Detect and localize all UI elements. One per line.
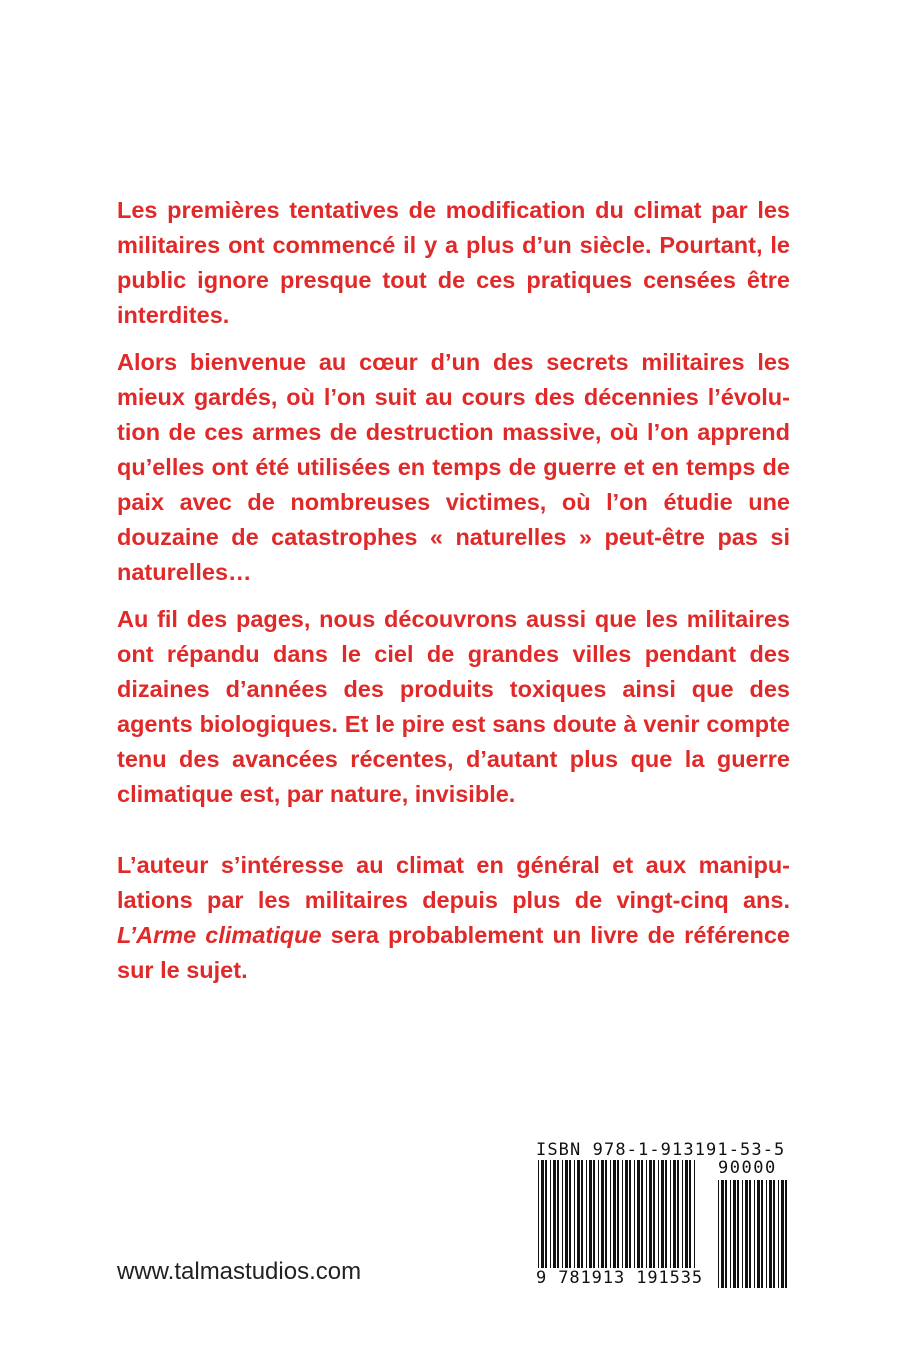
addon-bar-8 (749, 1180, 751, 1288)
barcode-bar-29 (653, 1160, 655, 1280)
barcode-bar-11 (581, 1160, 583, 1280)
barcode-bar-17 (605, 1160, 607, 1280)
barcode-bar-19 (613, 1160, 616, 1280)
barcode-bar-24 (634, 1160, 635, 1280)
about-author (117, 848, 790, 1000)
addon-bar-6 (742, 1180, 743, 1288)
barcode-bar-33 (670, 1160, 671, 1280)
addon-bar-17 (785, 1180, 787, 1288)
isbn-label: ISBN 978-1-913191-53-5 (536, 1140, 786, 1160)
barcode-bar-31 (661, 1160, 664, 1280)
barcode-bar-36 (682, 1160, 683, 1280)
addon-bar-14 (773, 1180, 775, 1288)
addon-bar-15 (778, 1180, 779, 1288)
barcode-bar-28 (649, 1160, 652, 1280)
barcode-bar-10 (577, 1160, 580, 1280)
barcode-bar-18 (610, 1160, 611, 1280)
addon-bar-16 (781, 1180, 784, 1288)
barcode-bar-30 (658, 1160, 659, 1280)
about-intro: L’auteur s’intéresse au climat en général et aux manipulations par les militaires depuis plus de vingt-cinq ans. (117, 852, 790, 913)
barcode-bar-39 (694, 1160, 695, 1280)
barcode-bar-1 (541, 1160, 544, 1280)
barcode-bar-38 (689, 1160, 691, 1280)
barcode-bar-26 (641, 1160, 643, 1280)
barcode-bar-23 (629, 1160, 631, 1280)
blurb-paragraph-2: Alors bienvenue au cœur d’un des secrets militaires les mieux gardés, où l’on suit au cours des décennies l’évolution de ces armes de destruction massive, où l’on apprend qu’elles ont été utilisées en temps de guerre et en temps de paix avec de nombreuses victimes, où l’on étudie une douzaine de catastrophes « naturelles » peut-être pas si naturelles… (117, 349, 790, 585)
barcode-bar-35 (677, 1160, 679, 1280)
barcode-bar-7 (565, 1160, 568, 1280)
barcode-digits: 9 781913 191535 (536, 1268, 704, 1288)
barcode-bar-15 (598, 1160, 599, 1280)
book-title: L’Arme climatique (117, 922, 322, 948)
blurb-paragraph-1: Les premières tentatives de modification du climat par les militaires ont commencé il y a plus d’un siècle. Pourtant, le public ignore presque tout de ces pratiques censées être interdites. (117, 197, 790, 328)
barcode-bar-37 (685, 1160, 688, 1280)
blurb-paragraph-3: Au fil des pages, nous découvrons aussi que les militaires ont répandu dans le ciel de grandes villes pendant des dizaines d’années des produits toxiques ainsi que des agents biologiques. Et le pire est sans doute à venir compte tenu des avancées récentes, d’autant plus que la guerre climatique est, par nature, invisible. (117, 606, 790, 807)
barcode-bar-16 (601, 1160, 604, 1280)
back-cover-blurb (117, 193, 790, 824)
barcode-bar-8 (569, 1160, 571, 1280)
addon-bar-0 (718, 1180, 719, 1288)
barcode-bar-34 (673, 1160, 676, 1280)
about-outro: sera probablement un livre de référence sur le sujet. (117, 922, 790, 983)
addon-bar-7 (745, 1180, 748, 1288)
barcode-bar-20 (617, 1160, 619, 1280)
barcode-bar-13 (589, 1160, 592, 1280)
addon-bar-5 (737, 1180, 739, 1288)
barcode-bar-6 (562, 1160, 563, 1280)
addon-bar-11 (761, 1180, 763, 1288)
about-author-paragraph (117, 848, 790, 988)
barcode-bar-3 (550, 1160, 551, 1280)
ean13-barcode-bars (536, 1160, 702, 1280)
barcode-bar-2 (545, 1160, 547, 1280)
barcode-bar-12 (586, 1160, 587, 1280)
barcode-bar-14 (593, 1160, 595, 1280)
addon-barcode-bars (716, 1180, 792, 1288)
barcode-bar-4 (553, 1160, 556, 1280)
barcode-bar-5 (557, 1160, 559, 1280)
addon-bar-3 (730, 1180, 731, 1288)
addon-bar-4 (733, 1180, 736, 1288)
barcode-bar-22 (625, 1160, 628, 1280)
barcode-bar-9 (574, 1160, 575, 1280)
barcode-bar-0 (538, 1160, 539, 1280)
publisher-website[interactable]: www.talmastudios.com (117, 1258, 362, 1285)
addon-bar-10 (757, 1180, 760, 1288)
addon-bar-9 (754, 1180, 755, 1288)
addon-bar-2 (725, 1180, 727, 1288)
price-addon-label: 90000 (718, 1158, 777, 1178)
barcode-bar-21 (622, 1160, 623, 1280)
barcode-bar-27 (646, 1160, 647, 1280)
barcode-bar-25 (637, 1160, 640, 1280)
isbn-barcode (536, 1140, 792, 1295)
addon-bar-1 (721, 1180, 724, 1288)
barcode-bar-32 (665, 1160, 667, 1280)
addon-bar-12 (766, 1180, 767, 1288)
addon-bar-13 (769, 1180, 772, 1288)
